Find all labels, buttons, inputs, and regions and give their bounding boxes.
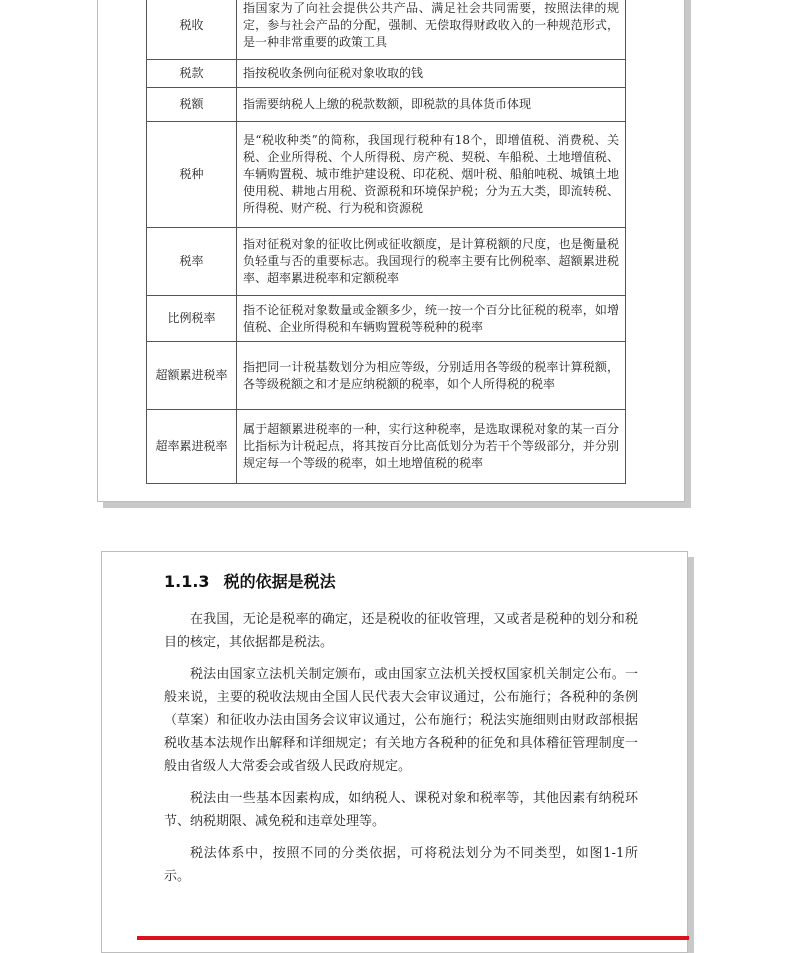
page-bottom — [101, 551, 688, 953]
definition-cell: 指需要纳税人上缴的税款数额，即税款的具体货币体现 — [237, 88, 626, 122]
term-cell: 税额 — [147, 88, 237, 122]
term-cell: 超率累进税率 — [147, 410, 237, 484]
table-row — [147, 60, 626, 88]
page-top — [97, 0, 685, 502]
definition-cell: 是“税收种类”的简称，我国现行税种有18个，即增值税、消费税、关税、企业所得税、个人所得税、房产税、契税、车船税、土地增值税、车辆购置税、城市维护建设税、印花税、烟叶税、船舶吨税、城镇土地使用税、耕地占用税、资源税和环境保护税；分为五大类，即流转税、所得税、财产税、行为税和资源税 — [237, 122, 626, 228]
table-row — [147, 296, 626, 342]
table-row — [147, 122, 626, 228]
definition-cell: 指不论征税对象数量或金额多少，统一按一个百分比征税的税率，如增值税、企业所得税和车辆购置税等税种的税率 — [237, 296, 626, 342]
term-cell: 税款 — [147, 60, 237, 88]
section-number: 1.1.3 — [164, 572, 210, 591]
definition-cell: 指把同一计税基数划分为相应等级，分别适用各等级的税率计算税额，各等级税额之和才是应纳税额的税率，如个人所得税的税率 — [237, 342, 626, 410]
section-heading — [164, 569, 336, 592]
section-title: 税的依据是税法 — [223, 572, 336, 591]
definition-cell: 指国家为了向社会提供公共产品、满足社会共同需要，按照法律的规定，参与社会产品的分配，强制、无偿取得财政收入的一种规范形式，是一种非常重要的政策工具 — [237, 0, 626, 60]
paragraph: 税法体系中，按照不同的分类依据，可将税法划分为不同类型，如图1-1所示。 — [164, 846, 638, 884]
table-row — [147, 88, 626, 122]
definition-cell: 指对征税对象的征收比例或征收额度，是计算税额的尺度，也是衡量税负轻重与否的重要标志。我国现行的税率主要有比例税率、超额累进税率、超率累进税率和定额税率 — [237, 228, 626, 296]
term-cell: 税种 — [147, 122, 237, 228]
terms-table — [146, 0, 626, 484]
paragraph: 在我国，无论是税率的确定，还是税收的征收管理，又或者是税种的划分和税目的核定，其依据都是税法。 — [164, 612, 638, 650]
table-row — [147, 228, 626, 296]
table-row — [147, 410, 626, 484]
paragraph: 税法由国家立法机关制定颁布，或由国家立法机关授权国家机关制定公布。一般来说，主要的税收法规由全国人民代表大会审议通过，公布施行；各税种的条例（草案）和征收办法由国务会议审议通过，公布施行；税法实施细则由财政部根据税收基本法规作出解释和详细规定；有关地方各税种的征免和具体稽征管理制度一般由省级人大常委会或省级人民政府规定。 — [164, 667, 638, 774]
table-row — [147, 342, 626, 410]
section-body — [164, 608, 638, 897]
term-cell: 税收 — [147, 0, 237, 60]
accent-divider — [137, 936, 689, 940]
definition-cell: 属于超额累进税率的一种，实行这种税率，是选取课税对象的某一百分比指标为计税起点，将其按百分比高低划分为若干个等级部分，并分别规定每一个等级的税率，如土地增值税的税率 — [237, 410, 626, 484]
paragraph: 税法由一些基本因素构成，如纳税人、课税对象和税率等，其他因素有纳税环节、纳税期限、减免税和违章处理等。 — [164, 791, 638, 829]
table-row — [147, 0, 626, 60]
term-cell: 税率 — [147, 228, 237, 296]
term-cell: 比例税率 — [147, 296, 237, 342]
definition-cell: 指按税收条例向征税对象收取的钱 — [237, 60, 626, 88]
term-cell: 超额累进税率 — [147, 342, 237, 410]
